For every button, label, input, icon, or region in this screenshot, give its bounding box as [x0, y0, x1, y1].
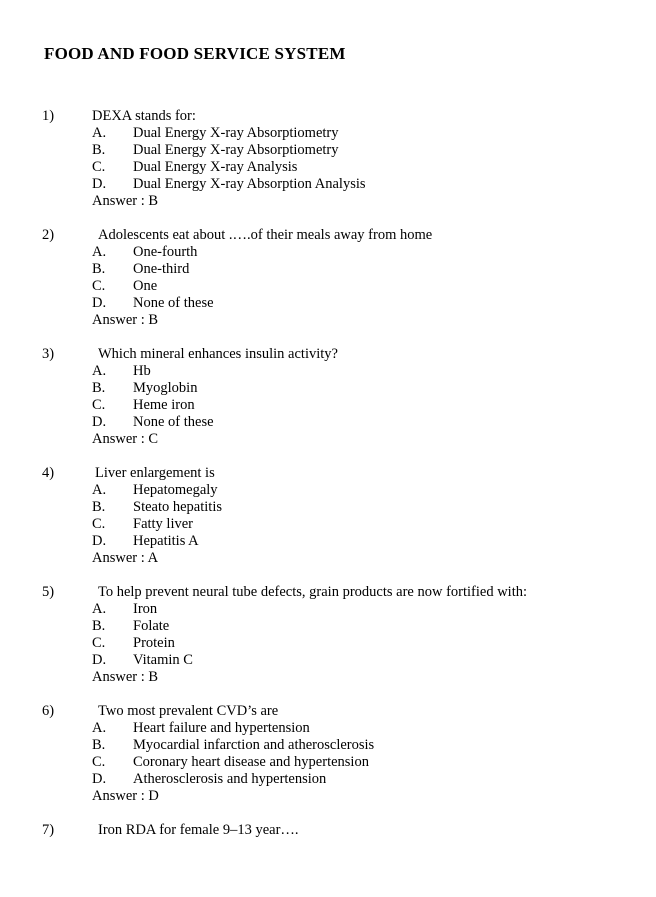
answer-value: Answer : D — [92, 788, 159, 804]
answer-line — [0, 788, 656, 805]
option-text: Dual Energy X-ray Absorptiometry — [133, 125, 339, 141]
question-stem-line — [0, 584, 656, 601]
option-text: One-third — [133, 261, 190, 277]
answer-value: Answer : A — [92, 550, 159, 566]
option-letter: C. — [92, 754, 106, 770]
option-letter: A. — [92, 601, 107, 617]
answer-value: Answer : B — [92, 193, 159, 209]
answer-option — [0, 601, 656, 618]
answer-option — [0, 771, 656, 788]
option-text: Atherosclerosis and hypertension — [133, 771, 327, 787]
option-text: Heart failure and hypertension — [133, 720, 310, 736]
option-text: Heme iron — [133, 397, 195, 413]
option-letter: A. — [92, 244, 107, 260]
answer-option — [0, 516, 656, 533]
option-text: Hepatomegaly — [133, 482, 218, 498]
option-text: Dual Energy X-ray Absorption Analysis — [133, 176, 366, 192]
option-text: Protein — [133, 635, 175, 651]
answer-option — [0, 737, 656, 754]
option-letter: C. — [92, 278, 106, 294]
answer-option — [0, 176, 656, 193]
answer-option — [0, 380, 656, 397]
question-text: DEXA stands for: — [92, 108, 196, 124]
answer-line — [0, 431, 656, 448]
answer-option — [0, 295, 656, 312]
question-stem-line — [0, 822, 656, 839]
question-number: 6) — [42, 703, 55, 719]
question-text: Iron RDA for female 9–13 year…. — [98, 822, 299, 838]
option-letter: A. — [92, 482, 107, 498]
answer-option — [0, 652, 656, 669]
option-letter: D. — [92, 533, 107, 549]
answer-value: Answer : B — [92, 669, 159, 685]
answer-option — [0, 363, 656, 380]
answer-option — [0, 244, 656, 261]
answer-value: Answer : C — [92, 431, 159, 447]
question-list — [0, 108, 656, 856]
option-text: Coronary heart disease and hypertension — [133, 754, 369, 770]
option-letter: D. — [92, 176, 107, 192]
option-text: Dual Energy X-ray Absorptiometry — [133, 142, 339, 158]
question-block — [0, 584, 656, 686]
option-letter: D. — [92, 771, 107, 787]
answer-option — [0, 482, 656, 499]
option-text: Fatty liver — [133, 516, 194, 532]
question-stem-line — [0, 227, 656, 244]
option-letter: B. — [92, 618, 106, 634]
question-number: 3) — [42, 346, 55, 362]
question-stem-line — [0, 346, 656, 363]
answer-line — [0, 550, 656, 567]
option-letter: A. — [92, 125, 107, 141]
option-letter: A. — [92, 720, 107, 736]
answer-option — [0, 720, 656, 737]
option-letter: B. — [92, 142, 106, 158]
option-letter: B. — [92, 737, 106, 753]
option-text: Steato hepatitis — [133, 499, 222, 515]
answer-line — [0, 669, 656, 686]
question-text: Adolescents eat about .….of their meals away from home — [98, 227, 433, 243]
option-letter: C. — [92, 159, 106, 175]
question-number: 5) — [42, 584, 55, 600]
answer-option — [0, 397, 656, 414]
answer-line — [0, 312, 656, 329]
answer-option — [0, 533, 656, 550]
answer-option — [0, 125, 656, 142]
answer-option — [0, 618, 656, 635]
option-text: One-fourth — [133, 244, 198, 260]
question-number: 2) — [42, 227, 55, 243]
question-text: Which mineral enhances insulin activity? — [98, 346, 338, 362]
question-block — [0, 465, 656, 567]
option-text: Iron — [133, 601, 158, 617]
question-block — [0, 227, 656, 329]
option-letter: D. — [92, 295, 107, 311]
question-number: 1) — [42, 108, 55, 124]
answer-option — [0, 261, 656, 278]
option-text: None of these — [133, 295, 214, 311]
question-number: 7) — [42, 822, 55, 838]
option-letter: B. — [92, 499, 106, 515]
option-text: Folate — [133, 618, 170, 634]
option-text: Myocardial infarction and atherosclerosis — [133, 737, 375, 753]
answer-option — [0, 414, 656, 431]
answer-option — [0, 278, 656, 295]
answer-line — [0, 193, 656, 210]
page-title: FOOD AND FOOD SERVICE SYSTEM — [44, 44, 346, 63]
answer-option — [0, 142, 656, 159]
question-block — [0, 822, 656, 839]
answer-option — [0, 635, 656, 652]
option-text: Dual Energy X-ray Analysis — [133, 159, 298, 175]
option-letter: B. — [92, 380, 106, 396]
option-letter: D. — [92, 414, 107, 430]
option-text: One — [133, 278, 158, 294]
question-stem-line — [0, 108, 656, 125]
question-text: Two most prevalent CVD’s are — [98, 703, 279, 719]
answer-option — [0, 499, 656, 516]
question-stem-line — [0, 703, 656, 720]
answer-value: Answer : B — [92, 312, 159, 328]
question-block — [0, 108, 656, 210]
question-text: Liver enlargement is — [95, 465, 215, 481]
answer-option — [0, 159, 656, 176]
option-letter: C. — [92, 516, 106, 532]
question-block — [0, 703, 656, 805]
question-text: To help prevent neural tube defects, grain products are now fortified with: — [98, 584, 528, 600]
option-letter: C. — [92, 397, 106, 413]
option-letter: C. — [92, 635, 106, 651]
option-letter: D. — [92, 652, 107, 668]
option-text: Myoglobin — [133, 380, 198, 396]
question-block — [0, 346, 656, 448]
option-text: Hb — [133, 363, 151, 379]
question-stem-line — [0, 465, 656, 482]
question-number: 4) — [42, 465, 55, 481]
option-letter: B. — [92, 261, 106, 277]
option-text: None of these — [133, 414, 214, 430]
answer-option — [0, 754, 656, 771]
option-text: Vitamin C — [133, 652, 193, 668]
option-text: Hepatitis A — [133, 533, 199, 549]
option-letter: A. — [92, 363, 107, 379]
